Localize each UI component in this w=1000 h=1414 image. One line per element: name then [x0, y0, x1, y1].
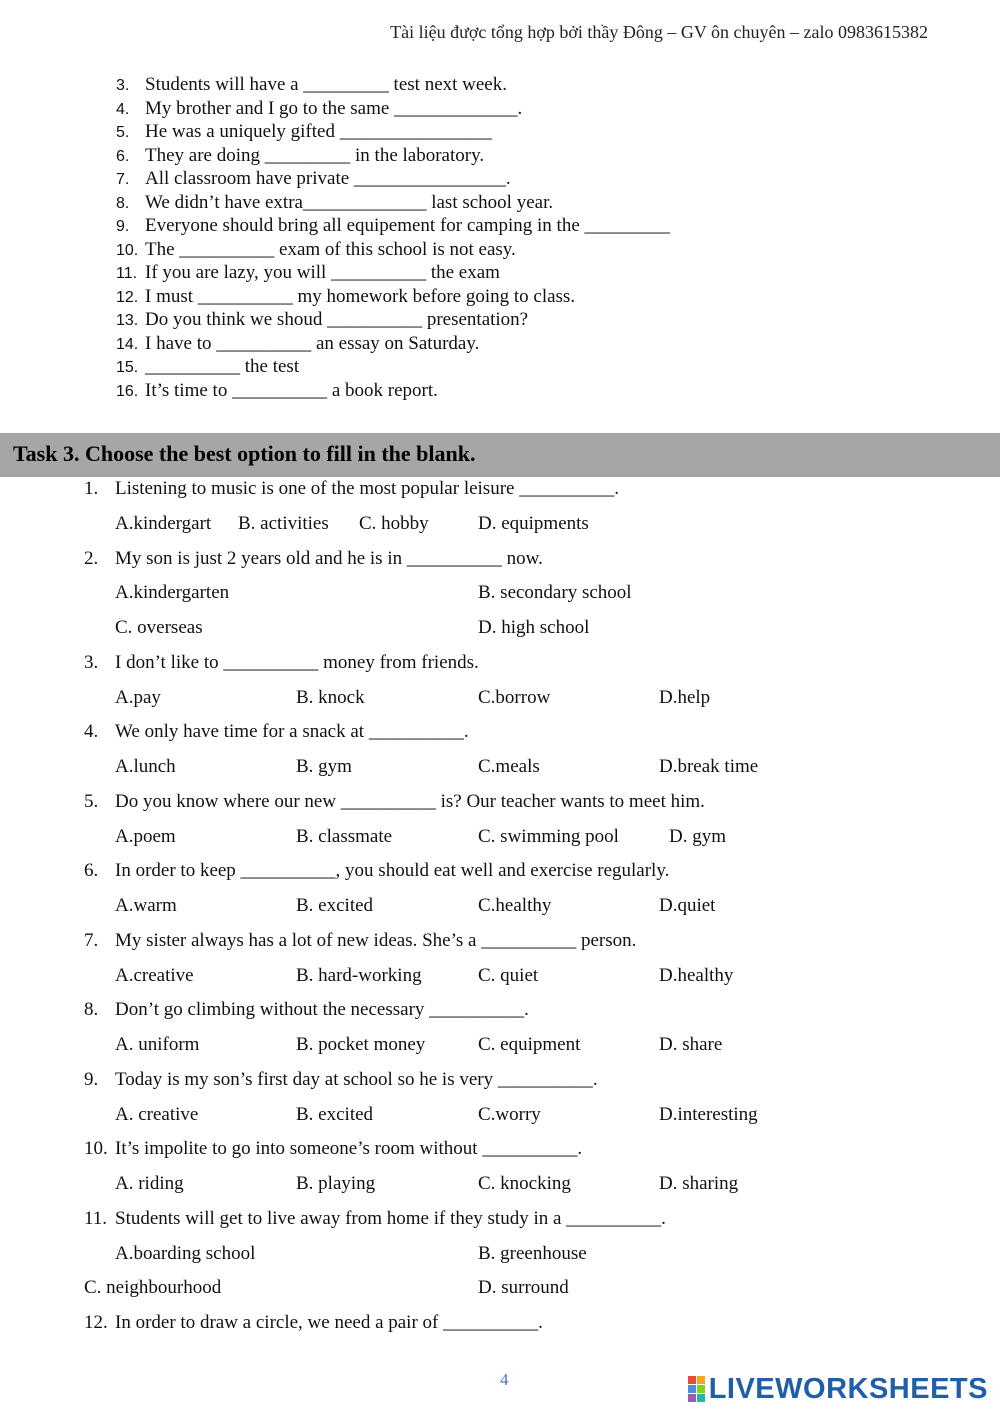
task2-item [116, 120, 492, 144]
option-d[interactable]: D.help [659, 687, 711, 708]
task3-title: Task 3. Choose the best option to fill in the blank. [13, 441, 476, 466]
option-b[interactable]: B. playing [296, 1173, 376, 1194]
item-number: 10. [116, 241, 139, 259]
question-text: Today is my son’s first day at school so he is very __________. [115, 1069, 598, 1090]
logo-square [697, 1394, 705, 1402]
question-text: Students will get to live away from home if they study in a __________. [115, 1208, 666, 1229]
item-number: 12. [116, 288, 139, 306]
option-d[interactable]: D. gym [669, 826, 726, 847]
question-number: 7. [84, 930, 99, 951]
task3-banner [0, 433, 1000, 477]
task2-item [116, 238, 516, 262]
option-d[interactable]: D. sharing [659, 1173, 739, 1194]
option-a[interactable]: A.kindergarten [115, 582, 230, 603]
question [84, 478, 619, 500]
item-text: The __________ exam of this school is not easy. [145, 238, 516, 260]
item-number: 7. [116, 171, 130, 188]
question-text: Don’t go climbing without the necessary __________. [115, 999, 529, 1020]
item-number: 5. [116, 124, 130, 141]
item-text: He was a uniquely gifted ________________ [145, 121, 492, 142]
item-text: I have to __________ an essay on Saturday. [145, 332, 480, 354]
logo-square [697, 1385, 705, 1393]
item-number: 13. [116, 312, 139, 329]
option-a[interactable]: A. riding [115, 1173, 184, 1194]
option-b[interactable]: B. hard-working [296, 965, 422, 986]
document-header: Tài liệu được tổng hợp bởi thầy Đông – GV ôn chuyên – zalo 0983615382 [390, 22, 928, 42]
item-number: 16. [116, 382, 139, 400]
question [84, 999, 529, 1021]
task2-item [116, 214, 670, 238]
item-number: 14. [116, 335, 139, 353]
question-number: 8. [84, 999, 99, 1020]
question-number: 5. [84, 791, 99, 812]
question-text: I don’t like to __________ money from friends. [115, 652, 479, 673]
option-b[interactable]: B. excited [296, 895, 374, 916]
option-d[interactable]: D. surround [478, 1277, 569, 1298]
item-text: Do you think we shoud __________ presentation? [145, 309, 529, 330]
option-c[interactable]: C. neighbourhood [84, 1277, 222, 1298]
option-c[interactable]: C. overseas [115, 617, 203, 638]
question [84, 548, 543, 570]
question-text: My son is just 2 years old and he is in __________ now. [115, 548, 543, 569]
question-number: 3. [84, 652, 99, 673]
option-a[interactable]: A.creative [115, 965, 194, 986]
item-text: We didn’t have extra_____________ last school year. [145, 191, 554, 213]
task2-item [116, 73, 507, 97]
question-number: 4. [84, 721, 99, 742]
question-text: Do you know where our new __________ is? Our teacher wants to meet him. [115, 791, 705, 812]
option-a[interactable]: A.pay [115, 687, 161, 708]
item-number: 3. [116, 77, 130, 94]
option-b[interactable]: B. classmate [296, 826, 393, 847]
question [84, 860, 669, 882]
item-number: 15. [116, 359, 139, 376]
question-number: 10. [84, 1138, 108, 1159]
option-c[interactable]: C. hobby [359, 513, 429, 534]
question [84, 791, 705, 813]
option-b[interactable]: B. activities [238, 513, 329, 534]
item-number: 8. [116, 194, 130, 212]
task2-item [116, 355, 299, 379]
task2-item [116, 308, 528, 332]
task2-item [116, 332, 479, 356]
option-b[interactable]: B. pocket money [296, 1034, 426, 1055]
option-c[interactable]: C. quiet [478, 965, 539, 986]
logo-square [697, 1376, 705, 1384]
option-a[interactable]: A. uniform [115, 1034, 200, 1055]
option-d[interactable]: D.break time [659, 756, 759, 777]
question [84, 1208, 666, 1230]
option-c[interactable]: C. swimming pool [478, 826, 619, 847]
question-text: We only have time for a snack at __________. [115, 721, 469, 742]
option-d[interactable]: D.interesting [659, 1104, 758, 1125]
item-number: 11. [116, 265, 138, 282]
option-b[interactable]: B. secondary school [478, 582, 632, 603]
option-a[interactable]: A.kindergart [115, 513, 212, 534]
logo-square [688, 1385, 696, 1393]
item-number: 6. [116, 147, 130, 165]
question-text: My sister always has a lot of new ideas. She’s a __________ person. [115, 930, 637, 951]
item-text: __________ the test [145, 356, 300, 377]
option-a[interactable]: A. creative [115, 1104, 199, 1125]
item-text: Students will have a _________ test next week. [145, 74, 507, 95]
option-b[interactable]: B. gym [296, 756, 352, 777]
question-number: 12. [84, 1312, 108, 1333]
task2-item [116, 167, 511, 191]
question-number: 2. [84, 548, 99, 569]
question-number: 1. [84, 478, 99, 499]
task2-item [116, 144, 484, 168]
question-text: In order to keep __________, you should eat well and exercise regularly. [115, 860, 670, 881]
option-d[interactable]: D. share [659, 1034, 723, 1055]
logo-square [688, 1376, 696, 1384]
question [84, 1312, 543, 1334]
item-number: 4. [116, 100, 130, 118]
option-a[interactable]: A.poem [115, 826, 176, 847]
question [84, 930, 636, 952]
task2-item [116, 379, 438, 403]
task2-item [116, 285, 575, 309]
item-text: It’s time to __________ a book report. [145, 379, 438, 401]
question [84, 1138, 582, 1160]
item-text: Everyone should bring all equipement for camping in the _________ [145, 215, 671, 236]
logo-grid-icon [688, 1376, 705, 1402]
logo-text: LIVEWORKSHEETS [708, 1372, 988, 1405]
option-c[interactable]: C.healthy [478, 895, 552, 916]
option-d[interactable]: D. high school [478, 617, 590, 638]
option-a[interactable]: A.boarding school [115, 1243, 256, 1264]
question-text: It’s impolite to go into someone’s room without __________. [115, 1138, 583, 1159]
task2-item [116, 97, 522, 121]
option-b[interactable]: B. greenhouse [478, 1243, 587, 1264]
task2-item [116, 261, 500, 285]
option-d[interactable]: D.healthy [659, 965, 734, 986]
option-d[interactable]: D. equipments [478, 513, 589, 534]
option-d[interactable]: D.quiet [659, 895, 716, 916]
question [84, 1069, 598, 1091]
option-c[interactable]: C. equipment [478, 1034, 581, 1055]
question-number: 9. [84, 1069, 99, 1090]
question-text: In order to draw a circle, we need a pair of __________. [115, 1312, 543, 1333]
question-text: Listening to music is one of the most popular leisure __________. [115, 478, 619, 499]
option-b[interactable]: B. excited [296, 1104, 374, 1125]
item-text: I must __________ my homework before going to class. [145, 285, 576, 307]
option-c[interactable]: C.meals [478, 756, 540, 777]
option-b[interactable]: B. knock [296, 687, 365, 708]
option-a[interactable]: A.warm [115, 895, 177, 916]
option-c[interactable]: C.borrow [478, 687, 551, 708]
question [84, 721, 469, 743]
item-text: They are doing _________ in the laboratory. [145, 144, 485, 166]
option-c[interactable]: C.worry [478, 1104, 541, 1125]
task2-item [116, 191, 553, 215]
question-number: 6. [84, 860, 99, 881]
item-text: All classroom have private ________________. [145, 168, 511, 189]
item-text: If you are lazy, you will __________ the exam [145, 262, 500, 283]
item-text: My brother and I go to the same _____________. [145, 97, 523, 119]
item-number: 9. [116, 218, 130, 235]
option-c[interactable]: C. knocking [478, 1173, 571, 1194]
logo-square [688, 1394, 696, 1402]
question [84, 652, 479, 674]
liveworksheets-logo [688, 1374, 988, 1404]
option-a[interactable]: A.lunch [115, 756, 176, 777]
question-number: 11. [84, 1208, 108, 1229]
page-number: 4 [500, 1370, 509, 1389]
